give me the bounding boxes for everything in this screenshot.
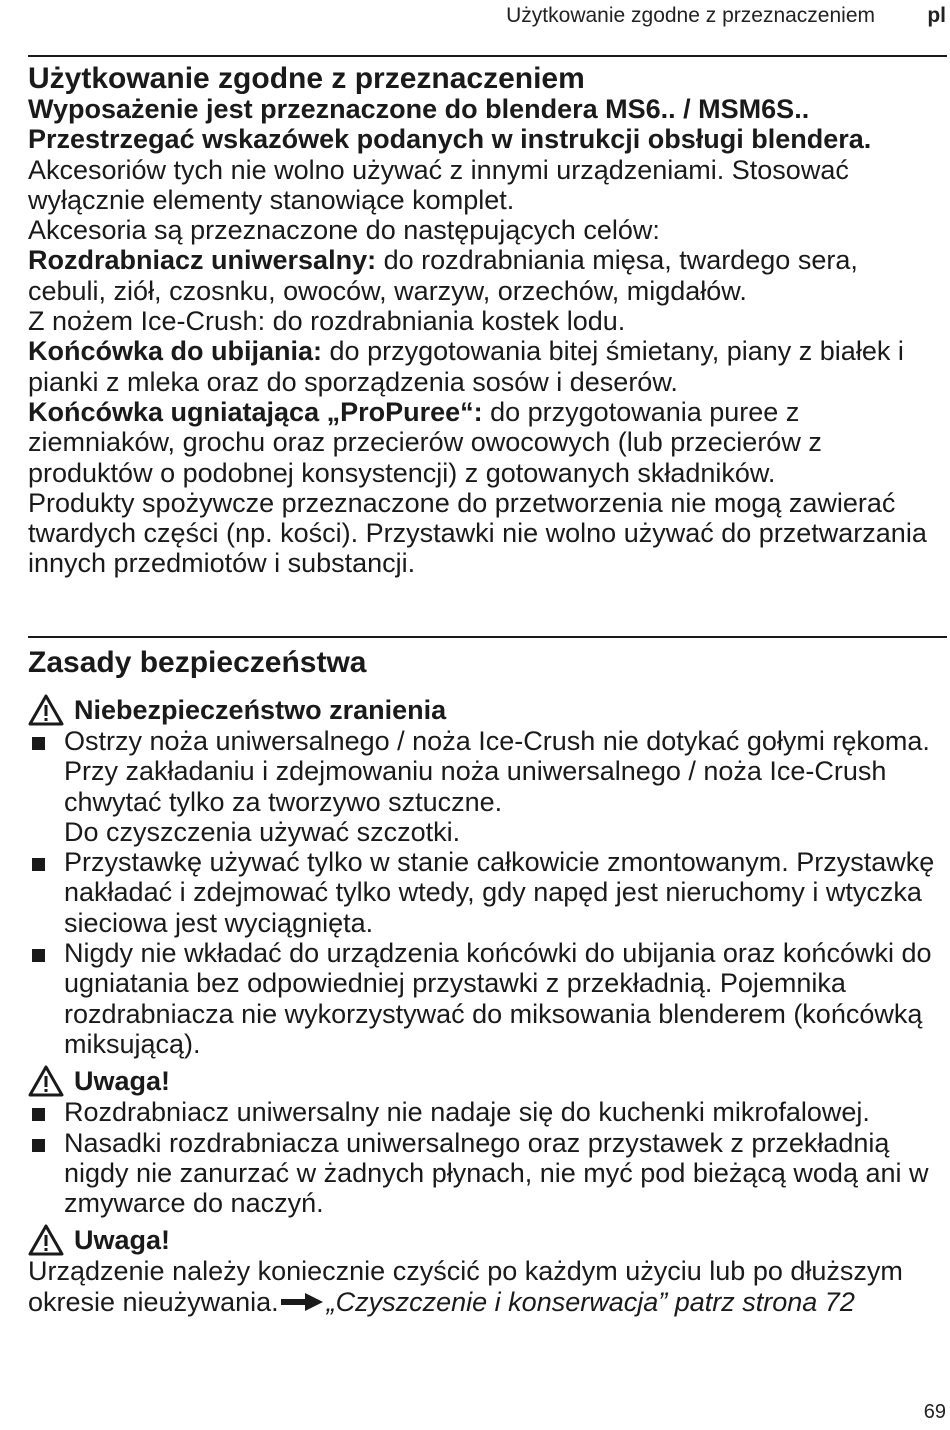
purposes-intro: Akcesoria są przeznaczone do następujących celów: <box>28 215 660 246</box>
whisk-label: Końcówka do ubijania: <box>28 336 323 367</box>
square-bullet-icon <box>32 1108 45 1121</box>
warning-heading-injury-text: Niebezpieczeństwo zranienia <box>74 694 447 725</box>
injury-bullet-1-extra: Do czyszczenia używać szczotki. <box>64 816 461 847</box>
caution-bullet-1: Rozdrabniacz uniwersalny nie nadaje się do kuchenki mikrofalowej. <box>64 1097 870 1128</box>
warning-heading-caution-1-text: Uwaga! <box>74 1066 171 1097</box>
caution-bullet-list <box>28 1097 943 1218</box>
square-bullet-icon <box>32 949 45 962</box>
warning-triangle-icon <box>28 694 64 726</box>
cleaning-note <box>28 1256 943 1317</box>
square-bullet-icon <box>32 858 45 871</box>
warning-triangle-icon <box>28 1224 64 1256</box>
section-safety <box>28 648 943 1317</box>
lead-paragraph: Wyposażenie jest przeznaczone do blendera MS6.. / MSM6S.. Przestrzegać wskazówek podanych w instrukcji obsługi blendera. <box>28 94 872 155</box>
food-note: Produkty spożywcze przeznaczone do przetworzenia nie mogą zawierać twardych części (np. kości). Przystawki nie wolno używać do przetwarzania innych przedmiotów i substancji. <box>28 487 927 579</box>
injury-bullet-3: Nigdy nie wkładać do urządzenia końcówki do ubijania oraz końcówki do ugniatania bez odpowiedniej przystawki z przekładnią. Pojemnika rozdrabniacza nie wykorzystywać do miksowania blenderem (końcówką miksującą). <box>64 938 932 1059</box>
section-divider <box>28 636 947 638</box>
list-item <box>28 726 943 847</box>
square-bullet-icon <box>32 737 45 750</box>
list-item <box>28 1097 943 1127</box>
header-divider <box>28 55 947 57</box>
propuree-label: Końcówka ugniatająca „ProPuree“: <box>28 396 483 427</box>
page-number: 69 <box>923 1401 946 1423</box>
warning-heading-caution-1 <box>28 1065 943 1097</box>
arrow-right-icon <box>281 1293 323 1311</box>
injury-bullet-list <box>28 726 943 1059</box>
universal-chopper-label: Rozdrabniacz uniwersalny: <box>28 245 377 276</box>
section-title-intended-use: Użytkowanie zgodne z przeznaczeniem <box>28 62 585 95</box>
page-header <box>0 4 950 28</box>
section-title-safety: Zasady bezpieczeństwa <box>28 646 367 679</box>
injury-bullet-1: Ostrzy noża uniwersalnego / noża Ice-Crush nie dotykać gołymi rękoma. Przy zakładaniu i zdejmowaniu noża uniwersalnego / noża Ice-Crush chwytać tylko za tworzywo sztuczne. <box>64 726 930 817</box>
whisk-text: do przygotowania bitej śmietany, piany z białek i pianki z mleka oraz do sporządzenia sosów i deserów. <box>28 336 904 397</box>
square-bullet-icon <box>32 1139 45 1152</box>
injury-bullet-2: Przystawkę używać tylko w stanie całkowicie zmontowanym. Przystawkę nakładać i zdejmować tylko wtedy, gdy napęd jest nieruchomy i wtyczka sieciowa jest wyciągnięta. <box>64 847 935 938</box>
propuree-text: do przygotowania puree z ziemniaków, grochu oraz przecierów owocowych (lub przecierów z produktów o podobnej konsystencji) z gotowanych składników. <box>28 396 822 488</box>
warning-heading-caution-2 <box>28 1224 943 1256</box>
whisk-item <box>28 336 943 397</box>
section-intended-use <box>28 64 943 579</box>
language-code: pl <box>927 4 946 27</box>
caution-bullet-2: Nasadki rozdrabniacza uniwersalnego oraz przystawek z przekładnią nigdy nie zanurzać w żadnych płynach, nie myć pod bieżącą wodą ani w zmywarce do naczyń. <box>64 1127 929 1219</box>
cleaning-reference-link[interactable]: „Czyszczenie i konserwacja” patrz strona 72 <box>326 1286 855 1317</box>
list-item <box>28 847 943 938</box>
warning-heading-injury <box>28 694 943 726</box>
ice-crush-note: Z nożem Ice-Crush: do rozdrabniania kostek lodu. <box>28 306 626 337</box>
accessories-note: Akcesoriów tych nie wolno używać z innymi urządzeniami. Stosować wyłącznie elementy stanowiące komplet. <box>28 154 849 215</box>
warning-triangle-icon <box>28 1065 64 1097</box>
universal-chopper-text: do rozdrabniania mięsa, twardego sera, cebuli, ziół, czosnku, owoców, warzyw, orzechów, migdałów. <box>28 245 858 306</box>
warning-heading-caution-2-text: Uwaga! <box>74 1225 171 1256</box>
propuree-item <box>28 397 943 488</box>
list-item <box>28 938 943 1059</box>
universal-chopper-item <box>28 245 943 306</box>
cleaning-note-text: Urządzenie należy koniecznie czyścić po każdym użyciu lub po dłuższym okresie nieużywania. <box>28 1256 903 1317</box>
running-title: Użytkowanie zgodne z przeznaczeniem <box>506 4 875 27</box>
list-item <box>28 1128 943 1219</box>
